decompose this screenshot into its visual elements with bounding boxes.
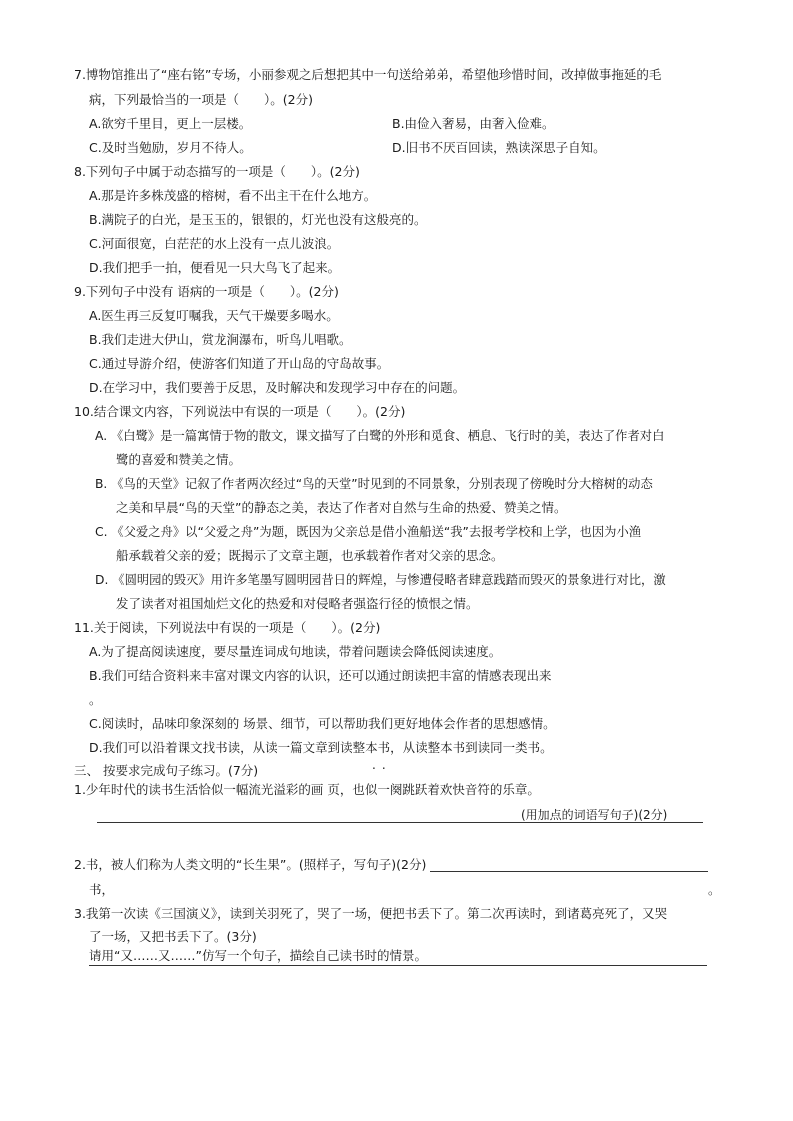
q10-option-d-line1: D. 《圆明园的毁灭》用许多笔墨写圆明园昔日的辉煌，与惨遭侵略者肆意践踏而毁灭的景象进行对比，激 (95, 573, 666, 587)
q8-option-a: A.那是许多株茂盛的榕树，看不出主干在什么地方。 (89, 188, 377, 203)
s2-answer-end: 。 (708, 882, 721, 897)
q11-option-b-line1: B.我们可结合资料来丰富对课文内容的认识，还可以通过朗读把丰富的情感表现出来 (89, 668, 552, 683)
q10-option-b-line2: 之美和早晨“鸟的天堂”的静态之美，表达了作者对自然与生命的热爱、赞美之情。 (116, 500, 567, 515)
q11-option-b-line2: 。 (89, 692, 102, 707)
q10-option-d-line2: 发了读者对祖国灿烂文化的热爱和对侵略者强盗行径的愤恨之情。 (116, 596, 479, 611)
q7-option-d: D.旧书不厌百回读，熟读深思子自知。 (392, 140, 606, 155)
q11-option-d: D.我们可以沿着课文找书读，从读一篇文章到读整本书，从读整本书到读同一类书。 (89, 740, 553, 755)
s1-instruction: (用加点的词语写句子)(2分) (521, 808, 668, 822)
s3-answer-line[interactable] (89, 965, 707, 966)
q10-option-b-line1: B. 《鸟的天堂》记叙了作者两次经过“鸟的天堂”时见到的不同景象，分别表现了傍晚时分大榕树的动态 (95, 477, 653, 491)
q8-option-b: B.满院子的白光，是玉玉的，银银的，灯光也没有这般亮的。 (89, 212, 427, 227)
s2-answer-start: 书， (89, 882, 115, 897)
s2-sentence: 2.书，被人们称为人类文明的“长生果”。(照样子，写句子)(2分) (74, 857, 427, 872)
q8-option-d: D.我们把手一拍，便看见一只大鸟飞了起来。 (89, 260, 341, 275)
q7-stem-line2: 病，下列最恰当的一项是（ ）。(2分) (89, 92, 313, 107)
section3-title: 三、 按要求完成句子练习。(7分) (74, 763, 259, 778)
q9-option-c: C.通过导游介绍，使游客们知道了开山岛的守岛故事。 (89, 356, 390, 371)
q10-option-c-line1: C. 《父爱之舟》以“父爱之舟”为题，既因为父亲总是借小渔船送“我”去报考学校和上学，也因为小渔 (95, 525, 642, 539)
q7-option-b: B.由俭入奢易，由奢入俭难。 (392, 116, 555, 131)
q11-option-c: C.阅读时，品味印象深刻的 场景、细节，可以帮助我们更好地体会作者的思想感情。 (89, 716, 556, 731)
q7-stem-line1: 7.博物馆推出了“座右铭”专场，小丽参观之后想把其中一句送给弟弟，希望他珍惜时间，改掉做事拖延的毛 (74, 67, 662, 82)
q9-option-a: A.医生再三反复叮嘱我，天气干燥要多喝水。 (89, 308, 339, 323)
q7-option-a: A.欲穷千里目，更上一层楼。 (89, 116, 252, 131)
q10-option-a-line2: 鹭的喜爱和赞美之情。 (116, 452, 242, 467)
s3-instruction: 请用“又……又……”仿写一个句子，描绘自己读书时的情景。 (89, 948, 427, 963)
q9-option-b: B.我们走进大伊山，赏龙涧瀑布，听鸟儿唱歌。 (89, 332, 352, 347)
q11-stem: 11.关于阅读，下列说法中有误的一项是（ ）。(2分) (74, 620, 381, 635)
q7-option-c: C.及时当勉励，岁月不待人。 (89, 140, 252, 155)
q10-stem: 10.结合课文内容，下列说法中有误的一项是（ ）。(2分) (74, 404, 406, 419)
q10-option-a-line1: A. 《白鹭》是一篇寓情于物的散文，课文描写了白鹭的外形和觅食、栖息、飞行时的美，表达了作者对白 (95, 429, 665, 443)
q8-option-c: C.河面很宽，白茫茫的水上没有一点儿波浪。 (89, 236, 340, 251)
q9-stem: 9.下列句子中没有 语病的一项是（ ）。(2分) (74, 284, 339, 299)
q10-option-c-line2: 船承载着父亲的爱；既揭示了文章主题，也承载着作者对父亲的思念。 (116, 548, 504, 563)
emphasis-dots: .. (372, 758, 392, 772)
s3-line1: 3.我第一次读《三国演义》，读到关羽死了，哭了一场，便把书丢下了。第二次再读时，到诸葛亮死了，又哭 (74, 906, 668, 921)
q11-option-a: A.为了提高阅读速度，要尽量连词成句地读，带着问题读会降低阅读速度。 (89, 644, 502, 659)
s1-sentence: 1.少年时代的读书生活恰似一幅流光溢彩的画 页，也似一阕跳跃着欢快音符的乐章。 (74, 782, 540, 797)
s3-line2: 了一场，又把书丢下了。(3分) (89, 929, 257, 944)
q9-option-d: D.在学习中，我们要善于反思，及时解决和发现学习中存在的问题。 (89, 380, 466, 395)
q8-stem: 8.下列句子中属于动态描写的一项是（ ）。(2分) (74, 164, 360, 179)
s2-underline-top (430, 871, 708, 872)
